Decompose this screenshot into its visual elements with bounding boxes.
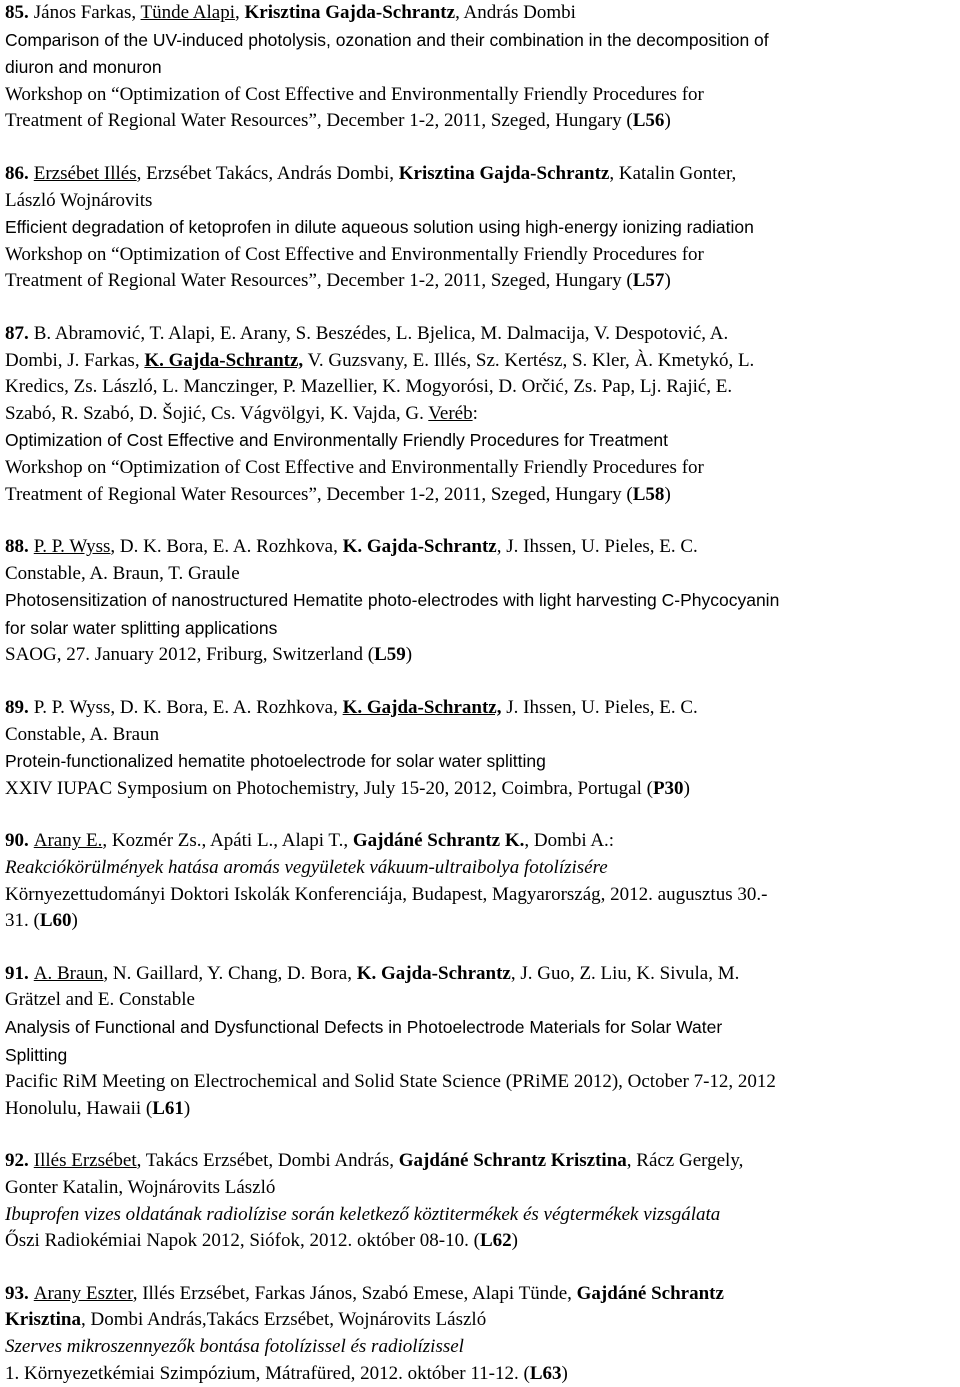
entry-text-segment: A. Braun bbox=[33, 962, 104, 984]
entry-text-segment: Photosensitization of nanostructured Hematite photo-electrodes with light harvesting C-Phycocyanin bbox=[5, 590, 780, 611]
publication-entry bbox=[5, 0, 957, 135]
entry-text-segment: J. Ihssen, U. Pieles, E. C. bbox=[501, 697, 698, 719]
entry-line bbox=[5, 482, 957, 509]
entry-text-segment: 1. Környezetkémiai Szimpózium, Mátrafüred, 2012. október 11-12. ( bbox=[5, 1362, 530, 1384]
entry-line bbox=[5, 1069, 957, 1096]
entry-line bbox=[5, 908, 957, 935]
entry-text-segment: ) bbox=[664, 270, 671, 292]
entry-text-segment: SAOG, 27. January 2012, Friburg, Switzerland ( bbox=[5, 644, 375, 666]
entry-text-segment: Szerves mikroszennyezők bontása fotolízissel és radiolízissel bbox=[5, 1335, 464, 1357]
entry-text-segment: Honolulu, Hawaii ( bbox=[5, 1097, 153, 1119]
entry-text-segment: V. Guzsvany, E. Illés, Sz. Kertész, S. Kler, À. Kmetykó, L. bbox=[303, 349, 755, 371]
entry-first-line bbox=[5, 1281, 957, 1308]
entry-text-segment: , J. Guo, Z. Liu, K. Sivula, M. bbox=[510, 962, 740, 984]
entry-text-segment: , Kozmér Zs., Apáti L., Alapi T., bbox=[102, 830, 353, 852]
entry-text-segment: Erzsébet Illés bbox=[33, 162, 137, 184]
entry-line bbox=[5, 188, 957, 215]
entry-text-segment: Ibuprofen vizes oldatának radiolízise során keletkező köztitermékek és végtermékek vizsgálata bbox=[5, 1203, 721, 1225]
entry-first-line bbox=[5, 828, 957, 855]
entry-text-segment: Gonter Katalin, Wojnárovits László bbox=[5, 1176, 276, 1198]
entry-line bbox=[5, 108, 957, 135]
publication-list bbox=[5, 0, 957, 1387]
entry-text-segment: Krisztina Gajda-Schrantz bbox=[398, 162, 610, 184]
entry-line bbox=[5, 776, 957, 803]
entry-text-segment: ) bbox=[664, 110, 671, 132]
entry-line bbox=[5, 1228, 957, 1255]
entry-spacer bbox=[5, 135, 957, 161]
entry-first-line bbox=[5, 534, 957, 561]
entry-text-segment: Környezettudományi Doktori Iskolák Konferenciája, Budapest, Magyarország, 2012. augusztus 30.- bbox=[5, 883, 768, 905]
entry-line bbox=[5, 455, 957, 482]
entry-text-segment: , bbox=[235, 2, 245, 23]
entry-text-segment: , Takács Erzsébet, Dombi András, bbox=[136, 1150, 399, 1172]
entry-line bbox=[5, 27, 957, 55]
entry-line bbox=[5, 642, 957, 669]
entry-text-segment: P. P. Wyss bbox=[33, 536, 111, 558]
entry-number: 90. bbox=[5, 830, 29, 852]
entry-text-segment: , Katalin Gonter, bbox=[609, 162, 737, 184]
entry-text-segment: Krisztina bbox=[5, 1309, 81, 1331]
entry-text-segment: Őszi Radiokémiai Napok 2012, Siófok, 2012. október 08-10. ( bbox=[5, 1230, 480, 1252]
entry-text-segment: , J. Ihssen, U. Pieles, E. C. bbox=[496, 536, 698, 558]
entry-text-segment: L57 bbox=[632, 270, 665, 292]
entry-spacer bbox=[5, 1122, 957, 1148]
entry-text-segment: L59 bbox=[374, 644, 406, 666]
entry-number: 93. bbox=[5, 1282, 29, 1304]
entry-text-segment: Reakciókörülmények hatása aromás vegyületek vákuum-ultraibolya fotolízisére bbox=[5, 857, 608, 879]
publication-entry bbox=[5, 828, 957, 934]
entry-text-segment: L63 bbox=[529, 1362, 562, 1384]
entry-line bbox=[5, 242, 957, 269]
entry-text-segment: L60 bbox=[39, 910, 72, 932]
entry-text-segment: Gajdáné Schrantz bbox=[576, 1282, 724, 1304]
entry-text-segment: ) bbox=[71, 910, 78, 932]
publication-entry bbox=[5, 695, 957, 802]
entry-number: 87. bbox=[5, 322, 29, 344]
entry-text-segment: Illés Erzsébet bbox=[33, 1150, 137, 1172]
entry-text-segment: , N. Gaillard, Y. Chang, D. Bora, bbox=[103, 962, 357, 984]
entry-spacer bbox=[5, 295, 957, 321]
entry-text-segment: Szabó, R. Szabó, D. Šojić, Cs. Vágvölgyi, K. Vajda, G. bbox=[5, 402, 429, 424]
entry-number: 91. bbox=[5, 962, 29, 984]
entry-line bbox=[5, 987, 957, 1014]
publication-entry bbox=[5, 961, 957, 1123]
entry-text-segment: , András Dombi bbox=[455, 2, 576, 23]
entry-line bbox=[5, 427, 957, 455]
entry-spacer bbox=[5, 1255, 957, 1281]
entry-text-segment: Efficient degradation of ketoprofen in dilute aqueous solution using high-energy ionizing radiation bbox=[5, 217, 754, 238]
entry-line bbox=[5, 1096, 957, 1123]
entry-line bbox=[5, 722, 957, 749]
entry-number: 89. bbox=[5, 697, 29, 719]
entry-text-segment: Gajdáné Schrantz K. bbox=[352, 830, 525, 852]
entry-text-segment: , Dombi András,Takács Erzsébet, Wojnárovits László bbox=[81, 1309, 487, 1331]
entry-text-segment: B. Abramović, T. Alapi, E. Arany, S. Beszédes, L. Bjelica, M. Dalmacija, V. Despotović, A. bbox=[33, 322, 729, 344]
entry-text-segment: Pacific RiM Meeting on Electrochemical and Solid State Science (PRiME 2012), October 7-12, 2012 bbox=[5, 1071, 776, 1093]
entry-spacer bbox=[5, 935, 957, 961]
entry-line bbox=[5, 268, 957, 295]
entry-line bbox=[5, 615, 957, 643]
entry-text-segment: Splitting bbox=[5, 1044, 68, 1065]
entry-number: 86. bbox=[5, 162, 29, 184]
entry-text-segment: Krisztina Gajda-Schrantz bbox=[244, 2, 456, 23]
entry-text-segment: Treatment of Regional Water Resources”, December 1-2, 2011, Szeged, Hungary ( bbox=[5, 110, 633, 132]
entry-first-line bbox=[5, 161, 957, 188]
entry-text-segment: János Farkas, bbox=[33, 2, 141, 23]
entry-text-segment: Grätzel and E. Constable bbox=[5, 989, 195, 1011]
entry-text-segment: , Rácz Gergely, bbox=[626, 1150, 744, 1172]
entry-spacer bbox=[5, 669, 957, 695]
entry-text-segment: , Dombi A.: bbox=[524, 830, 615, 852]
entry-line bbox=[5, 374, 957, 401]
entry-first-line bbox=[5, 0, 957, 27]
publication-entry bbox=[5, 1148, 957, 1254]
entry-text-segment: ) bbox=[511, 1230, 518, 1252]
entry-text-segment: L61 bbox=[152, 1097, 184, 1119]
entry-line bbox=[5, 1202, 957, 1229]
entry-text-segment: L56 bbox=[632, 110, 665, 132]
entry-line bbox=[5, 214, 957, 242]
entry-line bbox=[5, 348, 957, 375]
publication-entry bbox=[5, 321, 957, 508]
entry-spacer bbox=[5, 508, 957, 534]
entry-number: 92. bbox=[5, 1150, 29, 1172]
entry-line bbox=[5, 82, 957, 109]
publication-entry bbox=[5, 534, 957, 669]
entry-text-segment: L58 bbox=[632, 483, 665, 505]
entry-text-segment: Constable, A. Braun, T. Graule bbox=[5, 562, 240, 584]
entry-text-segment: K. Gajda-Schrantz, bbox=[144, 349, 304, 371]
entry-number: 85. bbox=[5, 2, 29, 23]
entry-text-segment: ) bbox=[405, 644, 413, 666]
entry-text-segment: K. Gajda-Schrantz bbox=[342, 536, 497, 558]
entry-text-segment: Workshop on “Optimization of Cost Effective and Environmentally Friendly Procedures for bbox=[5, 83, 704, 105]
entry-text-segment: Protein-functionalized hematite photoelectrode for solar water splitting bbox=[5, 751, 546, 772]
entry-text-segment: diuron and monuron bbox=[5, 57, 162, 78]
entry-text-segment: Treatment of Regional Water Resources”, December 1-2, 2011, Szeged, Hungary ( bbox=[5, 483, 633, 505]
entry-text-segment: 31. ( bbox=[5, 910, 40, 932]
entry-text-segment: Optimization of Cost Effective and Environmentally Friendly Procedures for Treatment bbox=[5, 430, 669, 451]
entry-text-segment: Treatment of Regional Water Resources”, December 1-2, 2011, Szeged, Hungary ( bbox=[5, 270, 633, 292]
entry-line bbox=[5, 54, 957, 82]
entry-text-segment: P30 bbox=[652, 777, 684, 799]
entry-text-segment: for solar water splitting applications bbox=[5, 617, 278, 638]
entry-text-segment: Constable, A. Braun bbox=[5, 723, 160, 745]
entry-line bbox=[5, 748, 957, 776]
entry-text-segment: XXIV IUPAC Symposium on Photochemistry, July 15-20, 2012, Coimbra, Portugal ( bbox=[5, 777, 653, 799]
entry-first-line bbox=[5, 695, 957, 722]
entry-text-segment: Analysis of Functional and Dysfunctional Defects in Photoelectrode Materials for Solar Water bbox=[5, 1017, 723, 1037]
entry-line bbox=[5, 401, 957, 428]
entry-text-segment: ) bbox=[683, 777, 690, 799]
entry-text-segment: ) bbox=[561, 1362, 568, 1384]
entry-text-segment: Kredics, Zs. László, L. Manczinger, P. Mazellier, K. Mogyorósi, D. Orčić, Zs. Pap, Lj. Rajić, E. bbox=[5, 376, 733, 398]
entry-text-segment: Arany Eszter bbox=[33, 1282, 133, 1304]
entry-text-segment: Tünde Alapi bbox=[140, 2, 235, 23]
entry-text-segment: K. Gajda-Schrantz, bbox=[342, 697, 502, 719]
entry-number: 88. bbox=[5, 536, 29, 558]
entry-text-segment: L62 bbox=[479, 1230, 512, 1252]
entry-text-segment: : bbox=[472, 402, 478, 424]
entry-text-segment: Gajdáné Schrantz Krisztina bbox=[398, 1150, 627, 1172]
entry-line bbox=[5, 561, 957, 588]
entry-text-segment: , Illés Erzsébet, Farkas János, Szabó Emese, Alapi Tünde, bbox=[132, 1282, 577, 1304]
entry-text-segment: K. Gajda-Schrantz bbox=[356, 962, 511, 984]
entry-text-segment: Dombi, J. Farkas, bbox=[5, 349, 145, 371]
entry-text-segment: ) bbox=[664, 483, 671, 505]
entry-line bbox=[5, 1175, 957, 1202]
entry-line bbox=[5, 882, 957, 909]
entry-line bbox=[5, 855, 957, 882]
entry-text-segment: P. P. Wyss, D. K. Bora, E. A. Rozhkova, bbox=[33, 697, 343, 719]
entry-spacer bbox=[5, 802, 957, 828]
entry-text-segment: Veréb bbox=[428, 402, 473, 424]
entry-line bbox=[5, 1014, 957, 1042]
entry-text-segment: László Wojnárovits bbox=[5, 189, 153, 211]
entry-line bbox=[5, 1307, 957, 1334]
publication-entry bbox=[5, 161, 957, 295]
entry-first-line bbox=[5, 321, 957, 348]
entry-text-segment: ) bbox=[183, 1097, 191, 1119]
entry-line bbox=[5, 1361, 957, 1387]
entry-text-segment: Workshop on “Optimization of Cost Effective and Environmentally Friendly Procedures for bbox=[5, 243, 704, 265]
publication-entry bbox=[5, 1281, 957, 1387]
entry-text-segment: Arany E. bbox=[33, 830, 103, 852]
entry-line bbox=[5, 1334, 957, 1361]
entry-line bbox=[5, 587, 957, 615]
entry-text-segment: Comparison of the UV-induced photolysis, ozonation and their combination in the decomposition of bbox=[5, 29, 769, 50]
entry-text-segment: Workshop on “Optimization of Cost Effective and Environmentally Friendly Procedures for bbox=[5, 456, 704, 478]
entry-first-line bbox=[5, 961, 957, 988]
entry-line bbox=[5, 1042, 957, 1070]
entry-text-segment: , D. K. Bora, E. A. Rozhkova, bbox=[110, 536, 343, 558]
entry-text-segment: , Erzsébet Takács, András Dombi, bbox=[136, 162, 399, 184]
entry-first-line bbox=[5, 1148, 957, 1175]
